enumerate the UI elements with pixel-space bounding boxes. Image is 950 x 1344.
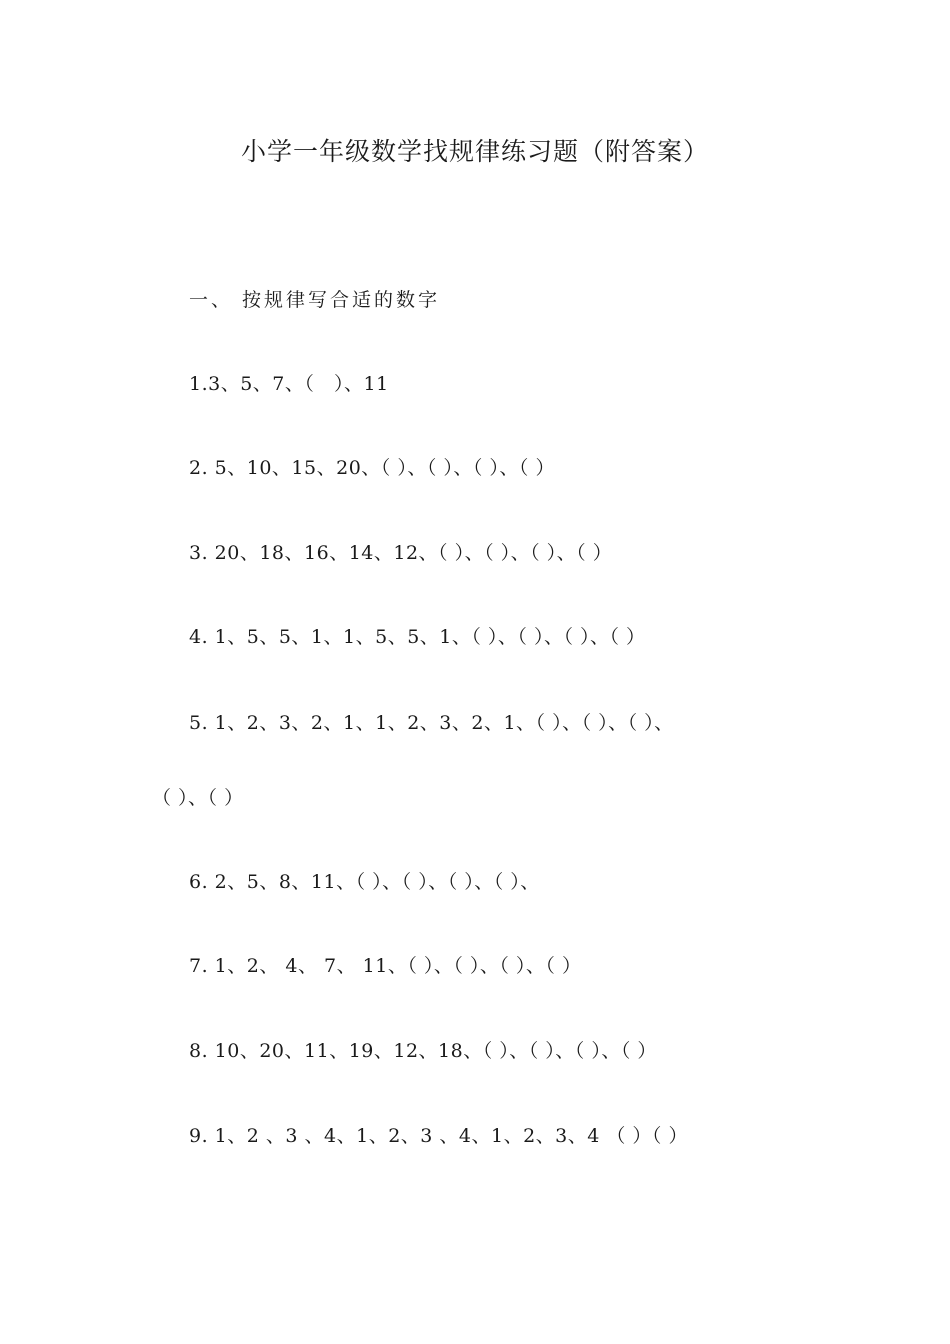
question-2: 2. 5、10、15、20、（ ）、（ ）、（ ）、（ ）	[189, 457, 555, 479]
question-7: 7. 1、2、 4、 7、 11、（ ）、（ ）、（ ）、（ ）	[189, 955, 582, 977]
section-heading: 一、 按规律写合适的数字	[189, 289, 441, 311]
question-5: 5. 1、2、3、2、1、1、2、3、2、1、（ ）、（ ）、（ ）、	[189, 712, 674, 734]
question-4: 4. 1、5、5、1、1、5、5、1、（ ）、（ ）、（ ）、（ ）	[189, 626, 646, 648]
question-9: 9. 1、2 、3 、4、1、2、3 、4、1、2、3、4 （ ）（ ）	[189, 1125, 688, 1147]
question-3: 3. 20、18、16、14、12、（ ）、（ ）、（ ）、（ ）	[189, 542, 613, 564]
question-1: 1.3、5、7、（ ）、11	[189, 373, 389, 395]
document-title: 小学一年级数学找规律练习题（附答案）	[240, 137, 709, 166]
question-5-continued: （ ）、（ ）	[152, 787, 244, 809]
question-8: 8. 10、20、11、19、12、18、（ ）、（ ）、（ ）、（ ）	[189, 1040, 657, 1062]
question-6: 6. 2、5、8、11、（ ）、（ ）、（ ）、（ ）、	[189, 871, 540, 893]
